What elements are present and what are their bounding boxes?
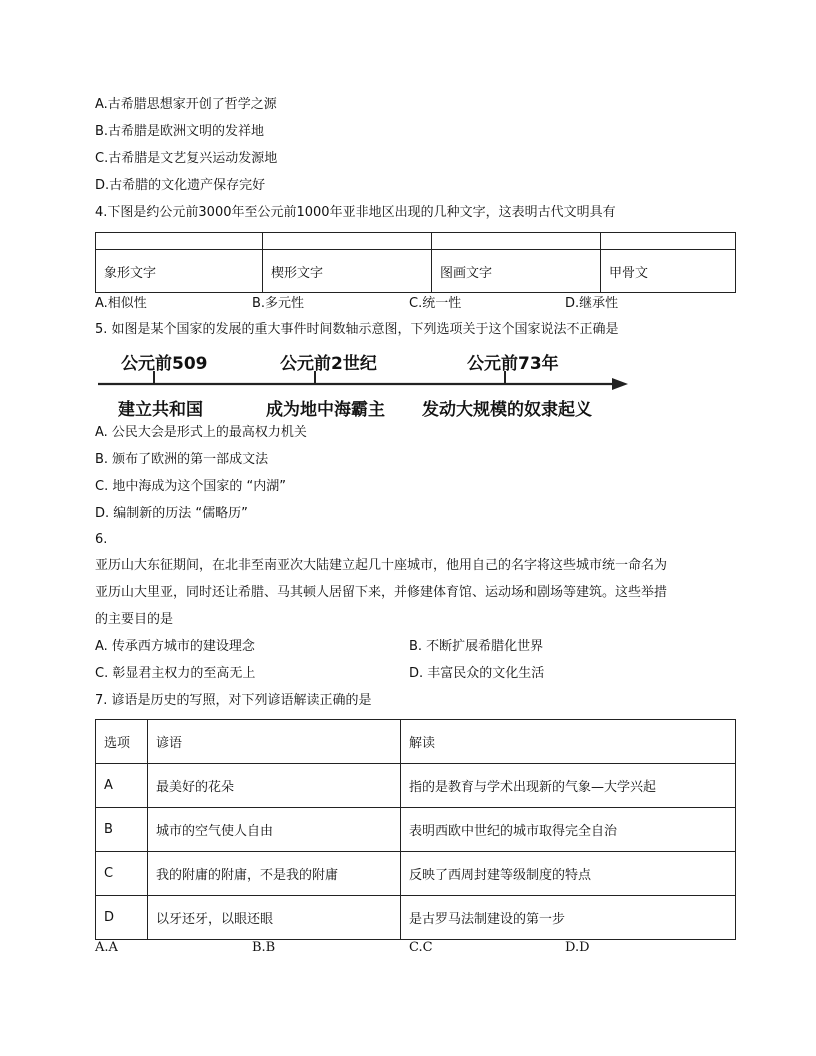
q4-scripts-table bbox=[95, 232, 736, 293]
table-row bbox=[96, 808, 736, 852]
timeline-event-1: 建立共和国 bbox=[118, 400, 203, 420]
table-row bbox=[96, 250, 736, 293]
table-cell: 最美好的花朵 bbox=[148, 764, 401, 808]
timeline-event-3: 发动大规模的奴隶起义 bbox=[422, 400, 592, 420]
table-cell: 象形文字 bbox=[96, 250, 263, 293]
q4-option-c: C.统一性 bbox=[409, 296, 462, 311]
q4-option-d: D.继承性 bbox=[565, 296, 619, 311]
q7-stem: 7. 谚语是历史的写照，对下列谚语解读正确的是 bbox=[95, 693, 372, 708]
q7-option-c: C.C bbox=[409, 940, 433, 955]
table-cell: 反映了西周封建等级制度的特点 bbox=[401, 852, 736, 896]
table-row bbox=[96, 764, 736, 808]
q5-option-a: A. 公民大会是形式上的最高权力机关 bbox=[95, 425, 307, 440]
table-row bbox=[96, 852, 736, 896]
table-cell: 城市的空气使人自由 bbox=[148, 808, 401, 852]
q6-number: 6. bbox=[95, 532, 108, 547]
table-cell: 表明西欧中世纪的城市取得完全自治 bbox=[401, 808, 736, 852]
q5-stem: 5. 如图是某个国家的发展的重大事件时间数轴示意图，下列选项关于这个国家说法不正确是 bbox=[95, 322, 619, 337]
timeline-event-2: 成为地中海霸主 bbox=[266, 400, 385, 420]
timeline-date-1: 公元前509 bbox=[121, 354, 208, 374]
q7-option-b: B.B bbox=[252, 940, 276, 955]
table-row bbox=[96, 896, 736, 940]
table-header-row bbox=[96, 720, 736, 764]
q3-option-c: C.古希腊是文艺复兴运动发源地 bbox=[95, 151, 278, 166]
table-header: 解读 bbox=[401, 720, 736, 764]
table-cell: B bbox=[96, 808, 148, 852]
table-cell: 楔形文字 bbox=[263, 250, 432, 293]
table-header: 谚语 bbox=[148, 720, 401, 764]
q4-option-b: B.多元性 bbox=[252, 296, 305, 311]
q7-proverb-table bbox=[95, 719, 736, 940]
table-cell: 指的是教育与学术出现新的气象—大学兴起 bbox=[401, 764, 736, 808]
q6-stem-line-2: 亚历山大里亚，同时还让希腊、马其顿人居留下来，并修建体育馆、运动场和剧场等建筑。这些举措 bbox=[95, 585, 668, 600]
table-cell: 以牙还牙，以眼还眼 bbox=[148, 896, 401, 940]
table-row bbox=[96, 233, 736, 250]
timeline-date-3: 公元前73年 bbox=[467, 354, 559, 374]
q4-option-a: A.相似性 bbox=[95, 296, 147, 311]
table-header: 选项 bbox=[96, 720, 148, 764]
q3-option-a: A.古希腊思想家开创了哲学之源 bbox=[95, 97, 277, 112]
q6-option-c: C. 彰显君主权力的至高无上 bbox=[95, 666, 256, 681]
table-cell: A bbox=[96, 764, 148, 808]
table-cell: C bbox=[96, 852, 148, 896]
table-cell: 是古罗马法制建设的第一步 bbox=[401, 896, 736, 940]
q3-option-b: B.古希腊是欧洲文明的发祥地 bbox=[95, 124, 265, 139]
q7-option-a: A.A bbox=[95, 940, 118, 955]
table-cell: D bbox=[96, 896, 148, 940]
q5-option-c: C. 地中海成为这个国家的 “内湖” bbox=[95, 479, 286, 494]
q4-stem: 4.下图是约公元前3000年至公元前1000年亚非地区出现的几种文字，这表明古代文明具有 bbox=[95, 205, 616, 220]
timeline-date-2: 公元前2世纪 bbox=[280, 354, 377, 374]
q6-option-d: D. 丰富民众的文化生活 bbox=[409, 666, 545, 681]
table-cell: 甲骨文 bbox=[601, 250, 736, 293]
q6-stem-line-1: 亚历山大东征期间，在北非至南亚次大陆建立起几十座城市，他用自己的名字将这些城市统一命名为 bbox=[95, 558, 668, 573]
q7-option-d: D.D bbox=[565, 940, 590, 955]
q5-option-b: B. 颁布了欧洲的第一部成文法 bbox=[95, 452, 269, 467]
q3-option-d: D.古希腊的文化遗产保存完好 bbox=[95, 178, 266, 193]
q6-option-a: A. 传承西方城市的建设理念 bbox=[95, 639, 255, 654]
q6-option-b: B. 不断扩展希腊化世界 bbox=[409, 639, 544, 654]
q5-option-d: D. 编制新的历法 “儒略历” bbox=[95, 506, 248, 521]
table-cell: 图画文字 bbox=[432, 250, 601, 293]
q6-stem-line-3: 的主要目的是 bbox=[95, 612, 174, 627]
table-cell: 我的附庸的附庸，不是我的附庸 bbox=[148, 852, 401, 896]
